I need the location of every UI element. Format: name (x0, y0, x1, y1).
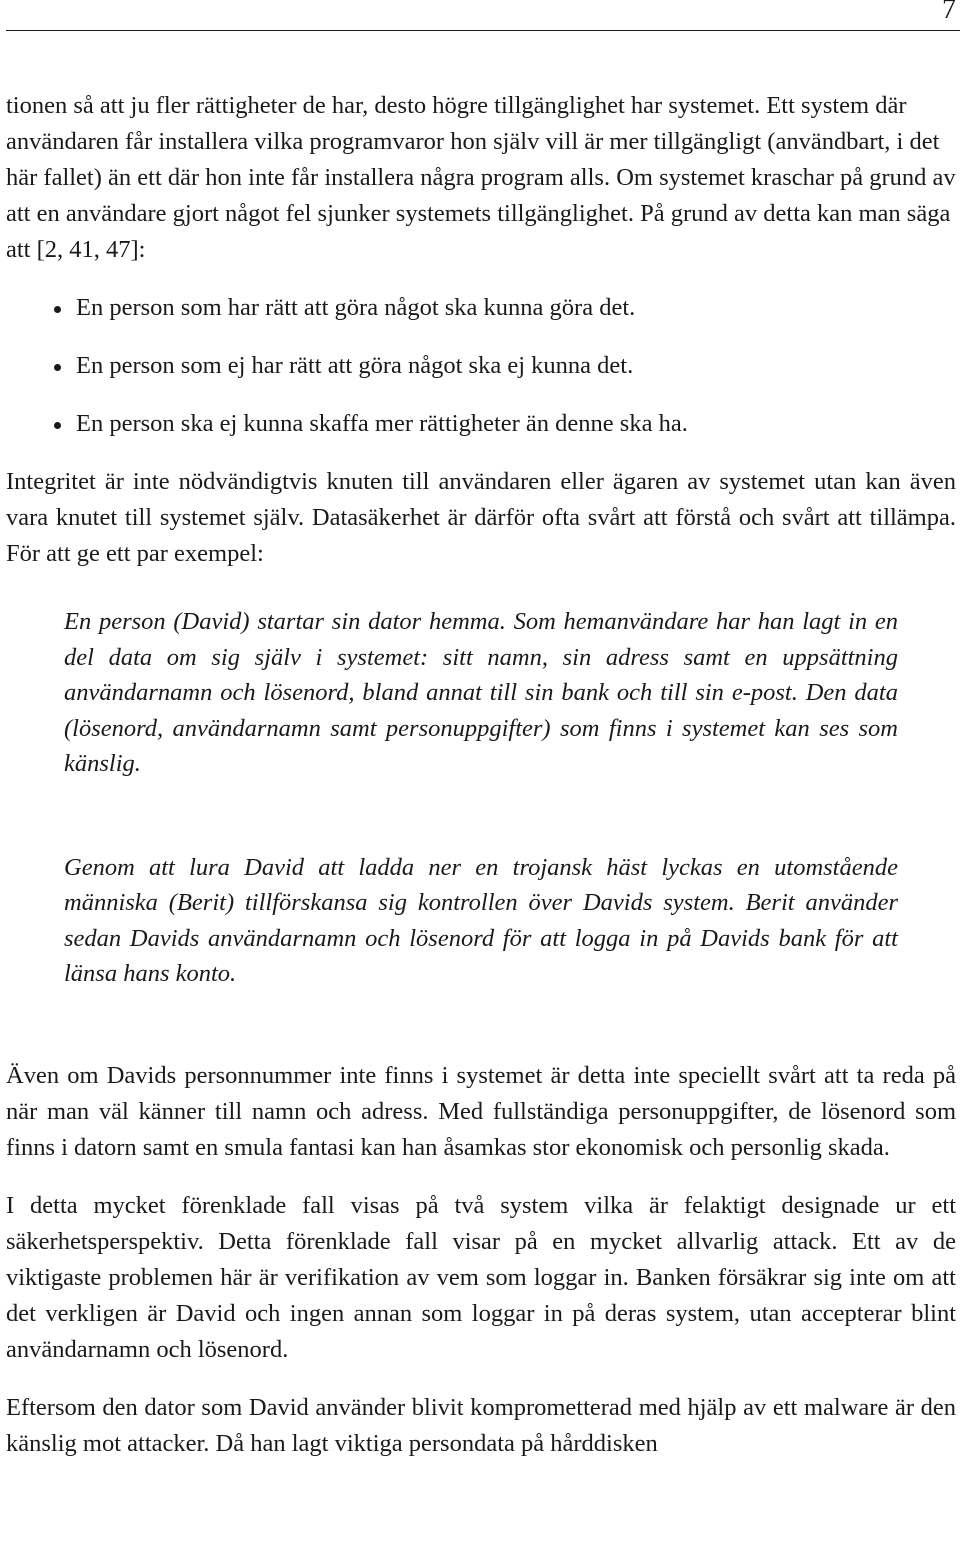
paragraph-intro: tionen så att ju fler rättigheter de har, desto högre tillgänglighet har systemet. Ett system där användaren får installera vilka programvaror hon själv vill är mer tillgängligt (användbart, i det här fallet) än ett där hon inte får installera några program alls. Om systemet kraschar på grund av att en användare gjort något fel sjunker systemets tillgänglighet. På grund av detta kan man säga att [2, 41, 47]: (6, 92, 956, 263)
example-david: En person (David) startar sin dator hemma. Som hemanvändare har han lagt in en del data om sig själv i systemet: sitt namn, sin adress samt en uppsättning användarnamn och lösenord, bland annat till sin bank och till sin e-post. Den data (lösenord, användarnamn samt personuppgifter) som finns i systemet kan ses som känslig. (64, 608, 898, 777)
paragraph-integrity: Integritet är inte nödvändigtvis knuten till användaren eller ägaren av systemet utan kan även vara knutet till systemet själv. Datasäkerhet är därför ofta svårt att förstå och svårt att tillämpa. För att ge ett par exempel: (6, 468, 956, 567)
paragraph-personnummer: Även om Davids personnummer inte finns i systemet är detta inte speciellt svårt att ta reda på när man väl känner till namn och adress. Med fullständiga personuppgifter, de lösenord som finns i datorn samt en smula fantasi kan han åsamkas stor ekonomisk och personlig skada. (6, 1061, 956, 1161)
paragraph-malware: Eftersom den dator som David använder blivit komprometterad med hjälp av ett malware är den känslig mot attacker. Då han lagt viktiga persondata på hårddisken (6, 1393, 956, 1457)
list-item: En person ska ej kunna skaffa mer rättigheter än denne ska ha. (76, 406, 956, 442)
document-body (6, 88, 956, 1462)
page-number: 7 (942, 0, 956, 25)
paragraph-simplified-case: I detta mycket förenklade fall visas på två system vilka är felaktigt designade ur ett säkerhetsperspektiv. Detta förenklade fall visar på en mycket allvarlig attack. Ett av de viktigaste problemen här är verifikation av vem som loggar in. Banken försäkrar sig inte om att det verkligen är David och ingen annan som loggar in på deras system, utan accepterar blint användarnamn och lösenord. (6, 1191, 956, 1363)
header-rule (6, 30, 960, 31)
example-berit: Genom att lura David att ladda ner en trojansk häst lyckas en utomstående människa (Berit) tillförskansa sig kontrollen över Davids system. Berit använder sedan Davids användarnamn och lösenord för att logga in på Davids bank för att länsa hans konto. (64, 853, 898, 987)
list-item: En person som ej har rätt att göra något ska ej kunna det. (76, 348, 956, 384)
bullet-list (6, 290, 956, 442)
list-item: En person som har rätt att göra något ska kunna göra det. (76, 290, 956, 326)
